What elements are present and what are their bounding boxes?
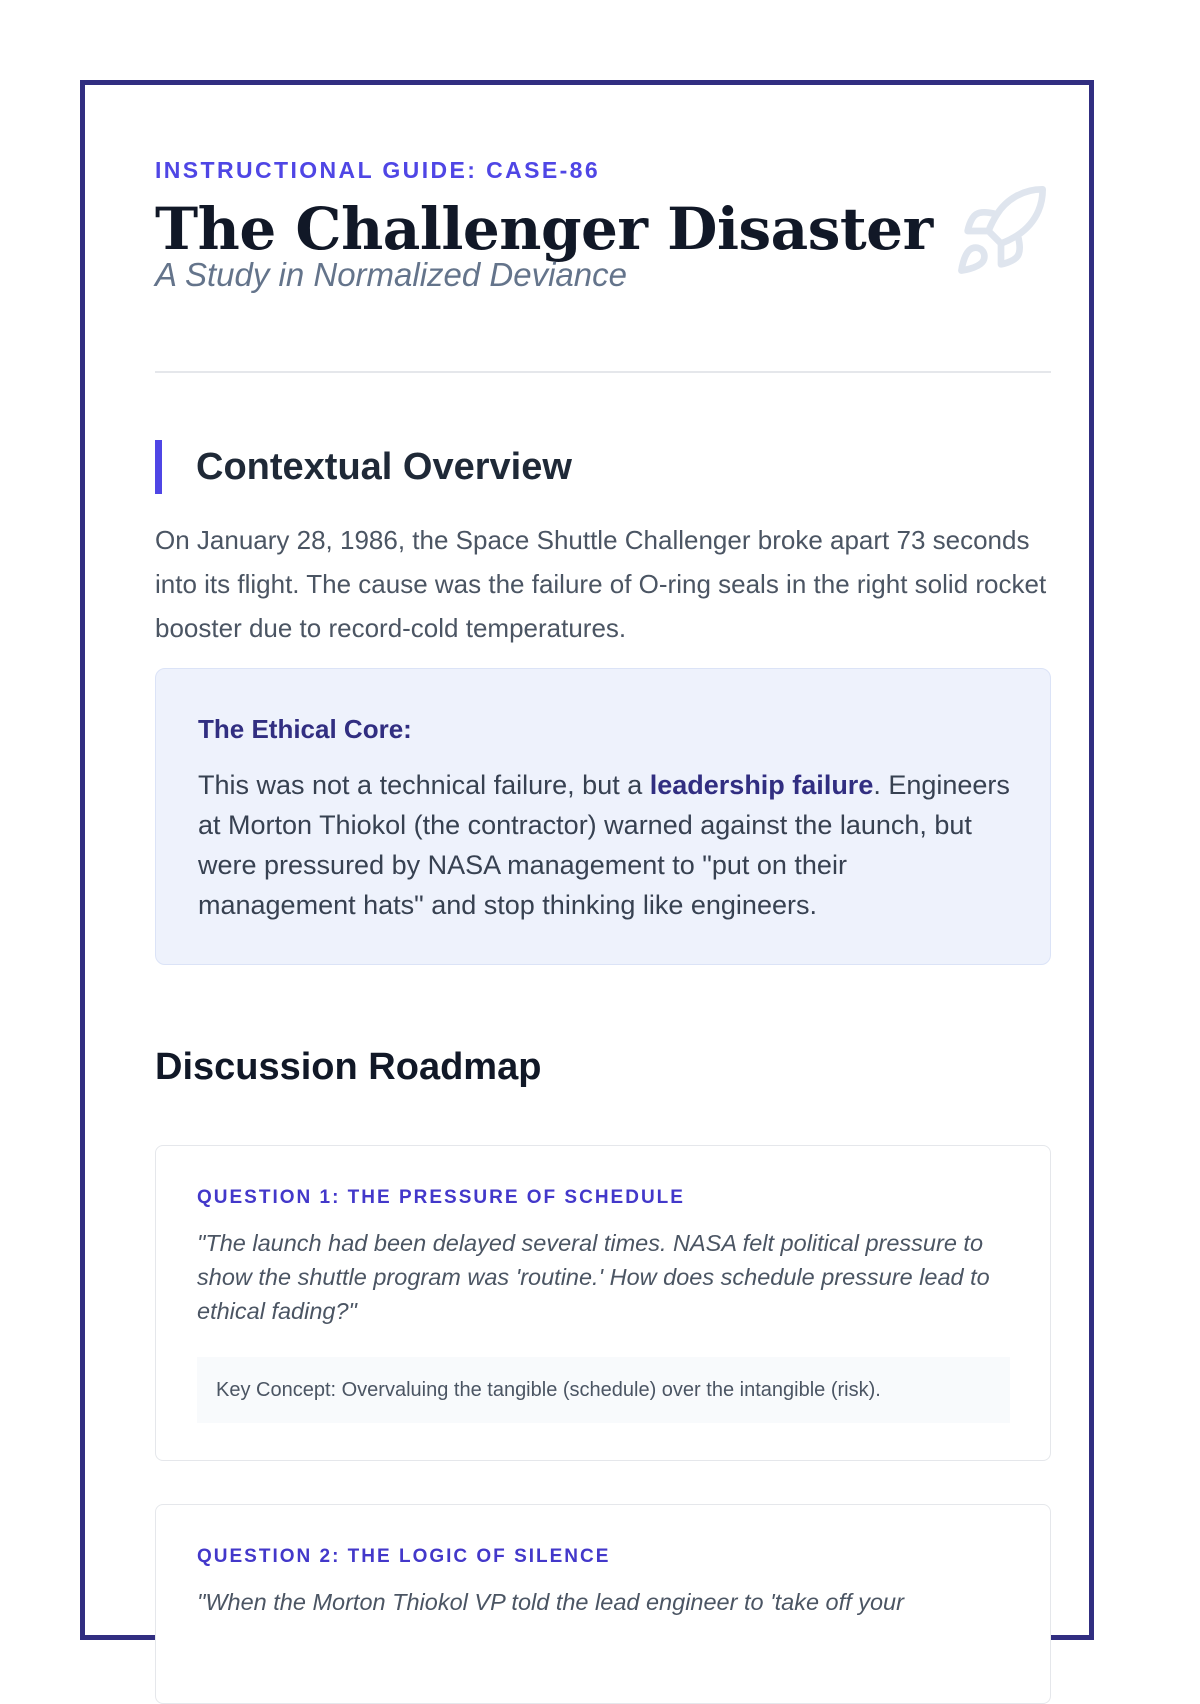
rocket-icon <box>951 181 1051 281</box>
question-card <box>155 1145 1051 1461</box>
question-text: "The launch had been delayed several times. NASA felt political pressure to show the shuttle program was 'routine.' How does schedule pressure lead to ethical fading?" <box>197 1230 990 1324</box>
page-subtitle: A Study in Normalized Deviance <box>155 256 627 293</box>
roadmap-heading: Discussion Roadmap <box>155 1046 542 1088</box>
case-eyebrow: INSTRUCTIONAL GUIDE: CASE-86 <box>155 157 601 183</box>
ethical-core-text-start: This was not a technical failure, but a <box>198 770 650 800</box>
question-text: "When the Morton Thiokol VP told the lead engineer to 'take off your <box>197 1589 904 1615</box>
overview-paragraph: On January 28, 1986, the Space Shuttle Challenger broke apart 73 seconds into its flight. The cause was the failure of O-ring seals in the right solid rocket booster due to record-cold temperatures. <box>155 525 1047 643</box>
overview-heading: Contextual Overview <box>155 440 572 494</box>
ethical-core-callout <box>155 668 1051 965</box>
ethical-core-text-end: . Engineers at Morton Thiokol (the contractor) warned against the launch, but were pressured by NASA management to "put on their management hats" and stop thinking like engineers. <box>198 770 1010 920</box>
key-concept-box: Key Concept: Overvaluing the tangible (schedule) over the intangible (risk). <box>197 1357 1010 1423</box>
document-frame <box>80 80 1094 1640</box>
header-divider <box>155 371 1051 373</box>
question-label: QUESTION 1: THE PRESSURE OF SCHEDULE <box>197 1187 685 1208</box>
page-title: The Challenger Disaster <box>155 195 933 263</box>
question-label: QUESTION 2: THE LOGIC OF SILENCE <box>197 1546 611 1567</box>
question-card <box>155 1504 1051 1704</box>
ethical-core-heading: The Ethical Core: <box>198 714 412 744</box>
document-content <box>155 155 1051 1615</box>
ethical-core-body <box>198 765 1010 925</box>
ethical-core-emphasis: leadership failure <box>649 770 874 800</box>
